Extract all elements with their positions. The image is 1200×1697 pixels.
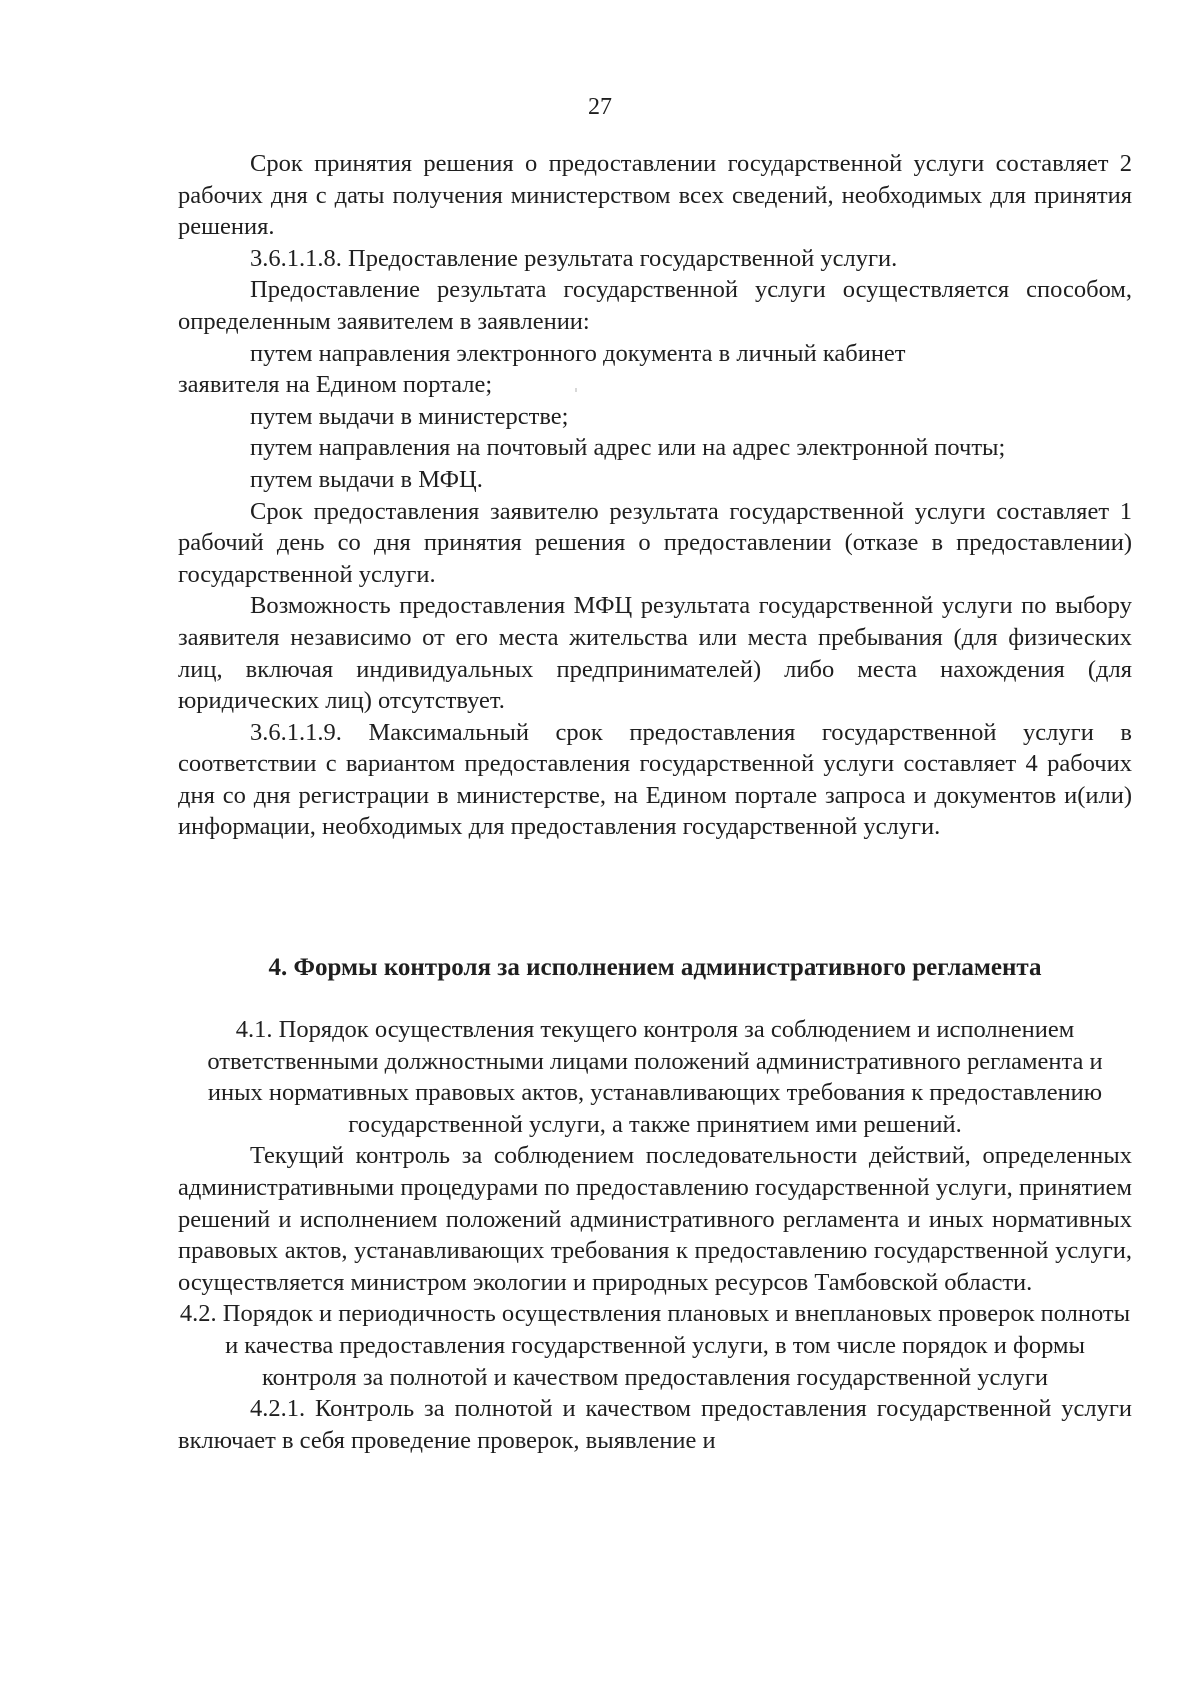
list-item-mfc: путем выдачи в МФЦ. xyxy=(250,465,483,493)
list-item-postal-email: путем направления на почтовый адрес или на адрес электронной почты; xyxy=(250,434,1006,462)
paragraph-result-methods: Предоставление результата государственной услуги осуществляется способом, определенным заявителем в заявлении: xyxy=(178,276,1132,335)
list-item-electronic-document-cont: заявителя на Едином портале; xyxy=(178,371,493,399)
page-number: 27 xyxy=(588,94,612,120)
section-4-heading: 4. Формы контроля за исполнением административного регламента xyxy=(268,954,1042,981)
paragraph-current-control: Текущий контроль за соблюдением последовательности действий, определенных административными процедурами по предоставлению государственной услуги, принятием решений и исполнением положений административного регламента и иных нормативных правовых актов, устанавливающих требования к предоставлению государственной услуги, осуществляется министром экологии и природных ресурсов Тамбовской области. xyxy=(178,1142,1132,1296)
paragraph-4-2-1: 4.2.1. Контроль за полнотой и качеством предоставления государственной услуги включает в себя проведение проверок, выявление и xyxy=(178,1395,1132,1454)
subsection-4-2-heading: 4.2. Порядок и периодичность осуществления плановых и внеплановых проверок полноты и качества предоставления государственной услуги, в том числе порядок и формы контроля за полнотой и качеством предоставления государственной услуги xyxy=(179,1300,1131,1391)
paragraph-mfc-possibility: Возможность предоставления МФЦ результата государственной услуги по выбору заявителя независимо от его места жительства или места пребывания (для физических лиц, включая индивидуальных предпринимателей) либо места нахождения (для юридических лиц) отсутствует. xyxy=(178,592,1132,715)
subsection-4-1-heading: 4.1. Порядок осуществления текущего контроля за соблюдением и исполнением ответственными должностными лицами положений административного регламента и иных нормативных правовых актов, устанавливающих требования к предоставлению государственной услуги, а также принятием ими решений. xyxy=(207,1016,1103,1138)
paragraph-3-6-1-1-8: 3.6.1.1.8. Предоставление результата государственной услуги. xyxy=(250,244,898,272)
paragraph-result-term: Срок предоставления заявителю результата государственной услуги составляет 1 рабочий день со дня принятия решения о предоставлении (отказе в предоставлении) государственной услуги. xyxy=(178,497,1132,588)
scan-mark xyxy=(575,388,577,392)
list-item-electronic-document: путем направления электронного документа в личный кабинет xyxy=(250,339,906,367)
section-3-text xyxy=(178,148,1132,843)
paragraph-3-6-1-1-9: 3.6.1.1.9. Максимальный срок предоставления государственной услуги в соответствии с вариантом предоставления государственной услуги составляет 4 рабочих дня со дня регистрации в министерстве, на Едином портале запроса и документов и(или) информации, необходимых для предоставления государственной услуги. xyxy=(178,718,1132,841)
section-4-text xyxy=(178,1014,1132,1456)
list-item-ministry: путем выдачи в министерстве; xyxy=(250,402,569,430)
paragraph-decision-term: Срок принятия решения о предоставлении государственной услуги составляет 2 рабочих дня с даты получения министерством всех сведений, необходимых для принятия решения. xyxy=(178,150,1132,241)
